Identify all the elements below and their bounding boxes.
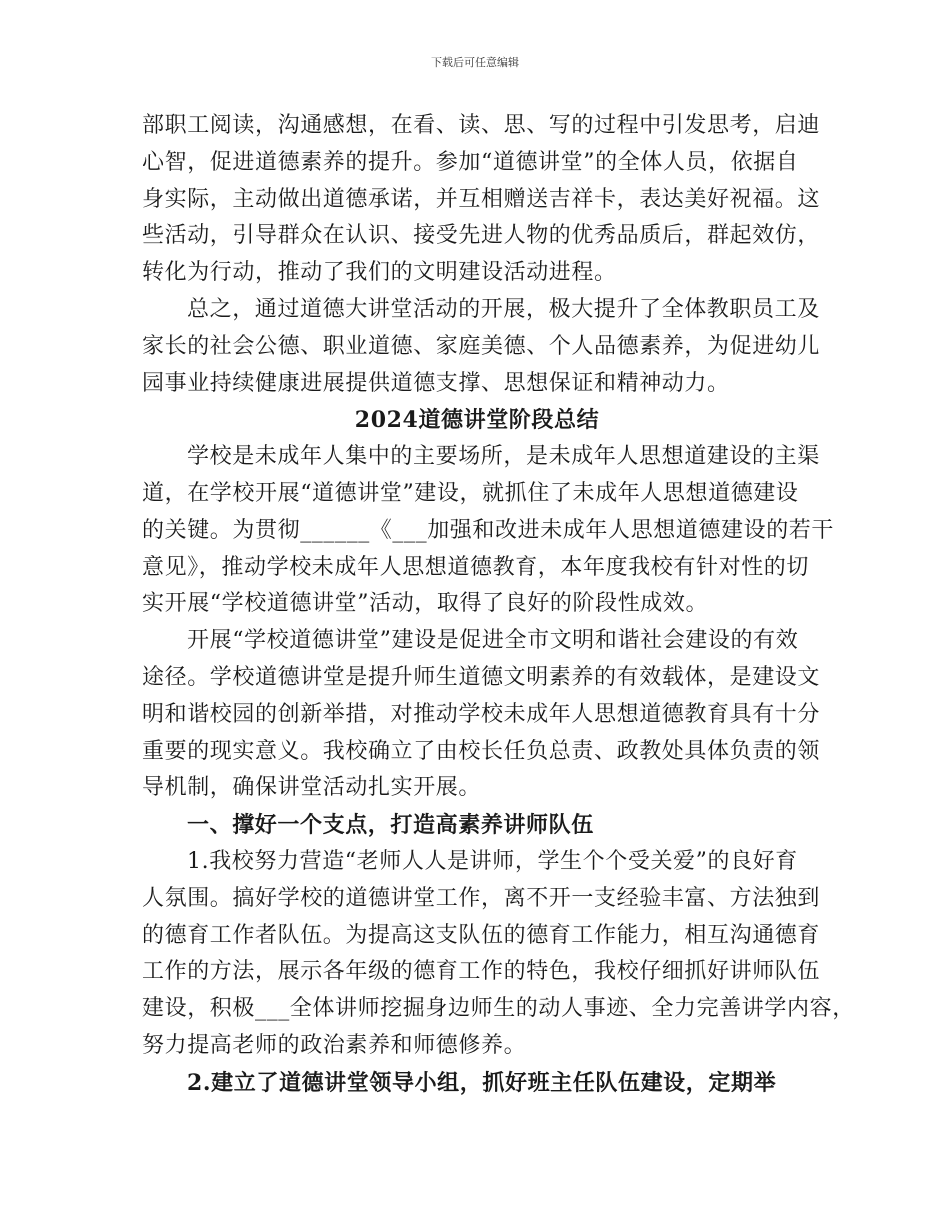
text-line: 工作的方法，展示各年级的德育工作的特色，我校仔细抓好讲师队伍 [142,959,821,985]
text-line: 的关键。为贯彻______《___加强和改进未成年人思想道德建设的若干 [142,517,835,543]
text-line: 身实际，主动做出道德承诺，并互相赠送吉祥卡，表达美好祝福。这 [142,186,821,212]
text-line: 1.我校努力营造“老师人人是讲师，学生个个受关爱”的良好育 [187,848,798,874]
text-line: 学校是未成年人集中的主要场所，是未成年人思想道建设的主渠 [187,444,820,470]
text-line: 途径。学校道德讲堂是提升师生道德文明素养的有效载体，是建设文 [142,664,821,690]
text-line: 明和谐校园的创新举措，对推动学校未成年人思想道德教育具有十分 [142,701,821,727]
text-line: 转化为行动，推动了我们的文明建设活动进程。 [142,260,617,286]
text-line: 总之，通过道德大讲堂活动的开展，极大提升了全体教职员工及 [187,296,820,322]
text-line: 人氛围。搞好学校的道德讲堂工作，离不开一支经验丰富、方法独到 [142,885,821,911]
text-line: 心智，促进道德素养的提升。参加“道德讲堂”的全体人员，依据自 [142,149,799,175]
section-title: 2024道德讲堂阶段总结 [354,407,600,434]
text-line: 建设，积极___全体讲师挖掘身边师生的动人事迹、全力完善讲学内容， [142,996,855,1022]
text-line: 园事业持续健康进展提供道德支撑、思想保证和精神动力。 [142,370,730,396]
text-line: 的德育工作者队伍。为提高这支队伍的德育工作能力，相互沟通德育 [142,922,821,948]
text-line: 导机制，确保讲堂活动扎实开展。 [142,775,482,801]
text-line: 重要的现实意义。我校确立了由校长任负总责、政教处具体负责的领 [142,738,821,764]
text-line: 部职工阅读，沟通感想，在看、读、思、写的过程中引发思考，启迪 [142,113,821,138]
text-line: 努力提高老师的政治素养和师德修养。 [142,1032,527,1058]
document-body [142,108,855,1102]
subsection-heading: 2.建立了道德讲堂领导小组，抓好班主任队伍建设，定期举 [187,1069,777,1096]
text-line: 开展“学校道德讲堂”建设是促进全市文明和谐社会建设的有效 [187,628,799,654]
text-line: 道，在学校开展“道德讲堂”建设，就抓住了未成年人思想道德建设 [142,480,799,506]
page-header: 下载后可任意编辑 [431,56,519,69]
section-heading: 一、撑好一个支点，打造高素养讲师队伍 [187,812,594,839]
text-line: 家长的社会公德、职业道德、家庭美德、个人品德素养，为促进幼儿 [142,333,821,359]
text-line: 些活动，引导群众在认识、接受先进人物的优秀品质后，群起效仿， [142,223,821,249]
text-line: 意见》，推动学校未成年人思想道德教育，本年度我校有针对性的切 [142,554,810,580]
text-line: 实开展“学校道德讲堂”活动，取得了良好的阶段性成效。 [142,591,709,617]
